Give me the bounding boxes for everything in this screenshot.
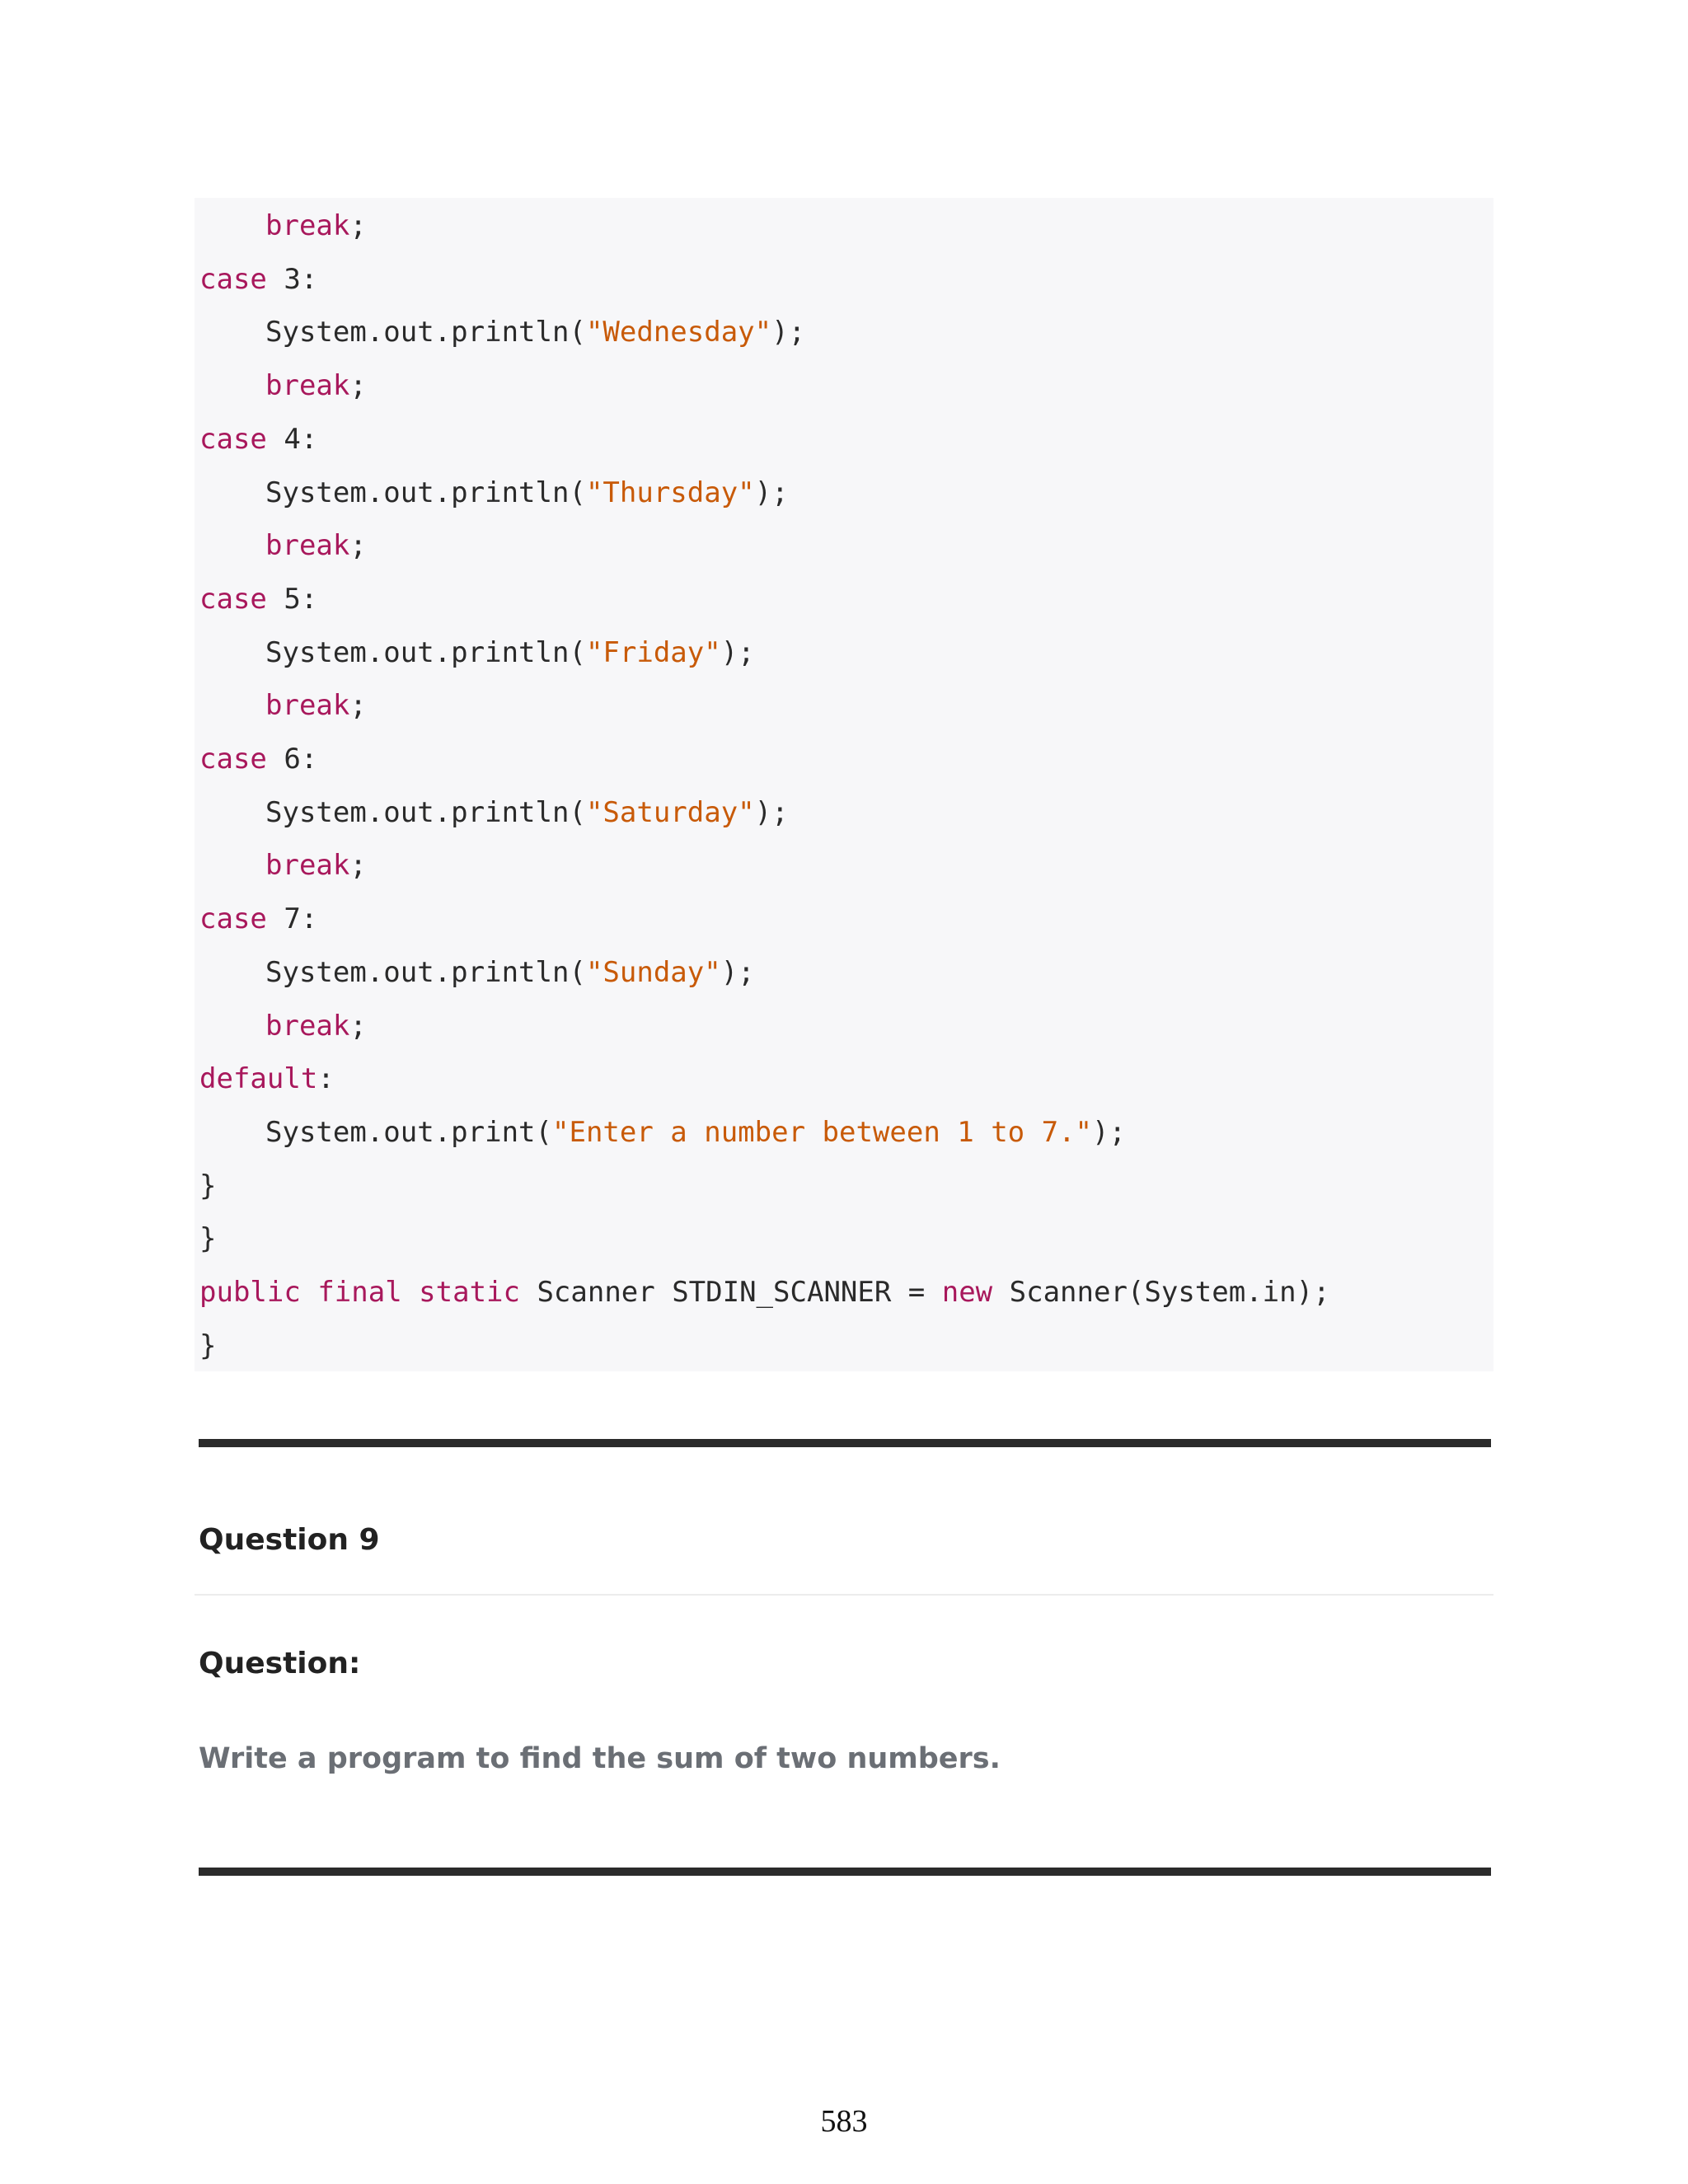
code-text: ; xyxy=(349,209,367,242)
code-line xyxy=(265,466,789,520)
code-text: ); xyxy=(720,635,755,669)
code-line xyxy=(265,839,367,893)
code-text: System.out.print( xyxy=(265,1115,552,1149)
code-line xyxy=(199,573,317,626)
code-line xyxy=(265,359,367,413)
code-line xyxy=(265,1106,1126,1160)
code-keyword: break xyxy=(265,1009,350,1043)
code-line xyxy=(199,1160,216,1213)
code-keyword: public xyxy=(199,1276,301,1309)
code-keyword: case xyxy=(199,422,267,456)
code-keyword: static xyxy=(419,1276,520,1309)
code-keyword: case xyxy=(199,743,267,776)
code-text: ); xyxy=(771,316,806,349)
question-title: Question 9 xyxy=(199,1523,380,1557)
code-text: } xyxy=(199,1169,217,1202)
code-keyword: case xyxy=(199,902,267,936)
code-text: 5: xyxy=(266,582,318,616)
code-keyword: final xyxy=(317,1276,402,1309)
code-text: 3: xyxy=(266,262,318,296)
code-text: Scanner(System.in); xyxy=(992,1276,1330,1309)
code-line xyxy=(199,893,317,946)
code-text: ); xyxy=(754,476,789,509)
code-text: ); xyxy=(720,955,755,989)
code-keyword: new xyxy=(941,1276,993,1309)
code-text: } xyxy=(199,1222,217,1256)
section-divider xyxy=(199,1439,1491,1447)
code-keyword: case xyxy=(199,582,267,616)
code-block xyxy=(195,198,1493,1371)
code-line xyxy=(265,786,789,840)
code-line xyxy=(265,946,755,1000)
code-text: ; xyxy=(349,369,367,403)
code-text xyxy=(301,1276,317,1309)
code-text: System.out.println( xyxy=(265,316,586,349)
code-text: ; xyxy=(349,529,367,563)
code-text: 4: xyxy=(266,422,318,456)
code-string: "Friday" xyxy=(585,635,721,669)
code-line xyxy=(265,519,367,573)
question-label: Question: xyxy=(199,1647,361,1680)
code-text: ; xyxy=(349,1009,367,1043)
code-text: } xyxy=(199,1329,217,1362)
code-text: 7: xyxy=(266,902,318,936)
code-text: ; xyxy=(349,849,367,883)
code-text: ); xyxy=(1092,1115,1126,1149)
code-line xyxy=(265,199,367,253)
code-line xyxy=(199,1319,216,1373)
code-keyword: break xyxy=(265,529,350,563)
code-line xyxy=(265,1000,367,1053)
code-text: Scanner STDIN_SCANNER = xyxy=(519,1276,942,1309)
code-string: "Wednesday" xyxy=(585,316,772,349)
code-keyword: case xyxy=(199,262,267,296)
code-text: : xyxy=(317,1062,335,1096)
code-text: System.out.println( xyxy=(265,795,586,829)
code-line xyxy=(199,733,317,786)
code-keyword: break xyxy=(265,689,350,723)
code-line xyxy=(199,413,317,466)
question-text: Write a program to find the sum of two numbers. xyxy=(199,1742,1001,1775)
code-line xyxy=(265,679,367,733)
code-keyword: default xyxy=(199,1062,318,1096)
code-text: System.out.println( xyxy=(265,635,586,669)
code-line xyxy=(265,626,755,680)
code-text: ; xyxy=(349,689,367,723)
heading-underline xyxy=(195,1594,1493,1596)
code-text: ); xyxy=(754,795,789,829)
code-line xyxy=(199,1052,335,1106)
code-line xyxy=(199,253,317,307)
code-string: "Enter a number between 1 to 7." xyxy=(552,1115,1093,1149)
code-text: 6: xyxy=(266,743,318,776)
code-string: "Sunday" xyxy=(585,955,721,989)
code-string: "Saturday" xyxy=(585,795,755,829)
code-string: "Thursday" xyxy=(585,476,755,509)
code-text xyxy=(402,1276,419,1309)
code-text: System.out.println( xyxy=(265,955,586,989)
code-keyword: break xyxy=(265,209,350,242)
page-number: 583 xyxy=(820,2104,868,2139)
code-keyword: break xyxy=(265,849,350,883)
code-line xyxy=(265,306,805,359)
code-line xyxy=(199,1212,216,1266)
code-keyword: break xyxy=(265,369,350,403)
section-divider xyxy=(199,1868,1491,1876)
code-line xyxy=(199,1266,1330,1319)
code-text: System.out.println( xyxy=(265,476,586,509)
